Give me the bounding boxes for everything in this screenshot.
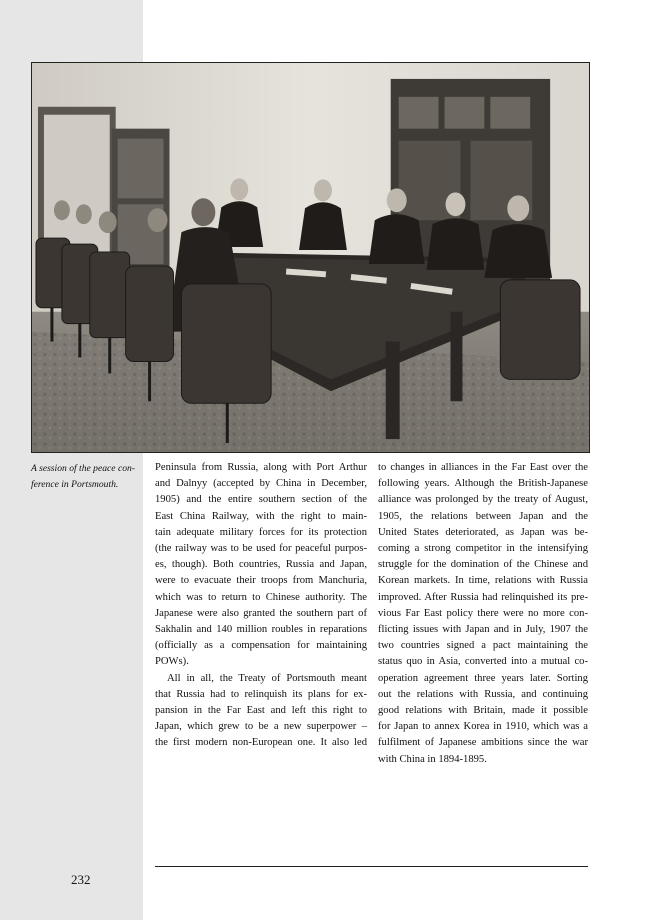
text-line: improved. After Russia had relinquished its pre- <box>378 591 588 603</box>
text-line: (the railway was to be used for peaceful purpos- <box>155 543 367 555</box>
text-line: pansion in the Far East and left this right to <box>155 705 367 717</box>
text-line: Sakhalin and 140 million roubles in reparations <box>155 624 367 636</box>
text-line: East China Railway, with the right to main- <box>155 510 367 522</box>
text-line: to changes in alliances in the Far East over the <box>378 462 588 473</box>
text-column-2 <box>378 460 588 768</box>
text-line: Peninsula from Russia, along with Port Arthur <box>155 462 367 473</box>
text-line: 1905) and the entire southern section of the <box>155 494 367 506</box>
text-line: good relations with Britain, made it possible <box>378 705 588 717</box>
footer-rule <box>155 866 588 867</box>
text-line: vious Far East policy there were no more con- <box>378 607 588 619</box>
text-line: (officially as a compensation for maintaining <box>155 640 367 652</box>
text-line: for Japan to annex Korea in 1910, which was a <box>378 721 588 733</box>
text-line: tain adequate military forces for its protection <box>155 526 367 538</box>
text-line: were to evacuate their troops from Manchuria, <box>155 575 367 587</box>
text-line: United States deteriorated, as Japan was be- <box>378 526 588 538</box>
text-line: coming a strong competitor in the intensifying <box>378 543 588 555</box>
text-line: Japanese were also granted the southern part of <box>155 607 367 619</box>
text-line: POWs). <box>155 656 189 668</box>
text-line: alliance was prolonged by the treaty of August, <box>378 494 588 506</box>
text-line: operation agreement three years later. Sorting <box>378 672 588 684</box>
text-line: with China in 1894-1895. <box>378 753 487 765</box>
peace-conference-photo <box>31 62 590 453</box>
text-line: status quo in Asia, converted into a mutual co- <box>378 656 588 668</box>
text-line: the first modern non-European one. It also led <box>155 737 367 749</box>
text-line: following years. Although the British-Japanese <box>378 478 588 490</box>
text-line: struggle for the domination of the Chinese and <box>378 559 588 571</box>
text-line: fulfilment of Japanese ambitions since the war <box>378 737 588 749</box>
text-line: Japan, which grew to be a new superpower – <box>155 721 367 733</box>
page-number: 232 <box>71 872 91 887</box>
text-line: Korean markets. In time, relations with Russia <box>378 575 588 587</box>
text-line: two countries signed a pact maintaining the <box>378 640 588 652</box>
figure-caption <box>31 461 135 493</box>
text-line: out the relations with Russia, and continuing <box>378 688 588 700</box>
caption-line: ference in Portsmouth. <box>31 479 119 490</box>
text-line: All in all, the Treaty of Portsmouth meant <box>167 672 367 684</box>
text-line: that Russia had to relinquish its plans for ex- <box>155 688 367 700</box>
text-line: 1905, the relations between Japan and the <box>378 510 588 522</box>
caption-line: A session of the peace con- <box>31 463 135 474</box>
text-line: and Dalnyy (accepted by China in December, <box>155 478 367 490</box>
text-line: flicting issues with Japan and in July, 1907 the <box>378 624 588 636</box>
text-line: which was to return to Chinese authority. The <box>155 591 367 603</box>
text-line: es, though). Both countries, Russia and Japan, <box>155 559 367 571</box>
text-column-1 <box>155 460 367 752</box>
